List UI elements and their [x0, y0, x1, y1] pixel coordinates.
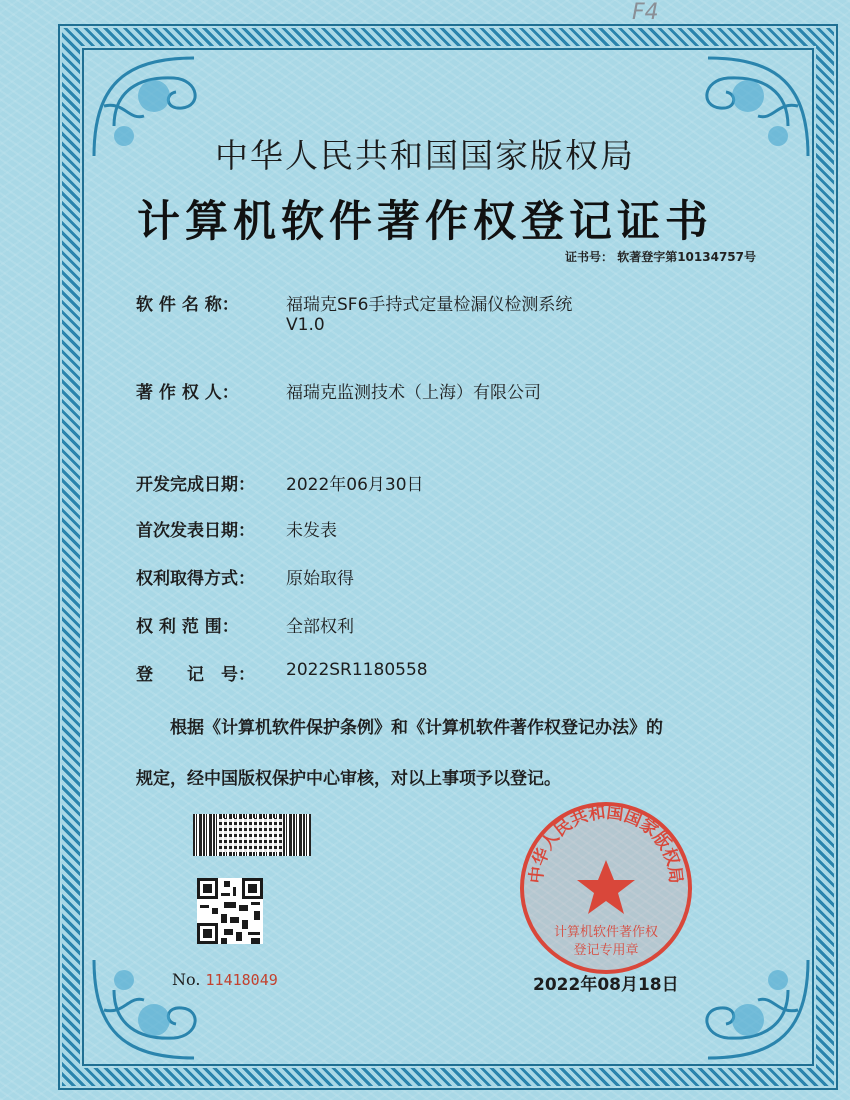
body-paragraph-line1: 根据《计算机软件保护条例》和《计算机软件著作权登记办法》的: [170, 718, 663, 738]
owner-value: 福瑞克监测技术（上海）有限公司: [286, 383, 541, 403]
acquire-method-value: 原始取得: [286, 569, 354, 589]
completion-date-label: 开发完成日期：: [136, 475, 255, 495]
issue-date: 2022年08月18日: [533, 975, 679, 995]
corner-ornament-bottom-left: [84, 950, 234, 1070]
registration-number-value: 2022SR1180558: [286, 660, 428, 680]
serial-prefix: No.: [172, 970, 201, 989]
registration-number-label: 登 记 号：: [136, 665, 255, 685]
certificate-number: 证书号： 软著登字第10134757号: [565, 250, 756, 264]
certificate-title: 计算机软件著作权登记证书: [137, 197, 713, 247]
rights-scope-row: [136, 612, 354, 637]
completion-date-row: [136, 470, 424, 495]
acquire-method-row: [136, 564, 354, 589]
registration-number-row: [136, 660, 428, 685]
software-name-value: [286, 290, 572, 335]
acquire-method-label: 权利取得方式：: [136, 569, 255, 589]
publish-date-value: 未发表: [286, 521, 337, 541]
owner-row: [136, 378, 541, 403]
publish-date-label: 首次发表日期：: [136, 521, 255, 541]
software-name-line1: 福瑞克SF6手持式定量检漏仪检测系统: [286, 295, 573, 315]
qr-code: [197, 878, 263, 944]
rights-scope-value: 全部权利: [286, 617, 354, 637]
serial-value: 11418049: [205, 971, 278, 989]
completion-date-value: 2022年06月30日: [286, 475, 424, 495]
software-name-label: 软 件 名 称：: [136, 295, 239, 315]
software-name-line2: V1.0: [286, 315, 325, 335]
owner-label: 著 作 权 人：: [136, 383, 239, 403]
software-name-row: [136, 290, 572, 335]
seal-line1: 计算机软件著作权: [553, 925, 659, 940]
barcode: [193, 814, 311, 856]
publish-date-row: [136, 516, 337, 541]
rights-scope-label: 权 利 范 围：: [136, 617, 239, 637]
serial-number: [172, 970, 278, 989]
issuer-title: 中华人民共和国国家版权局: [215, 136, 635, 175]
body-paragraph-line2: 规定，经中国版权保护中心审核，对以上事项予以登记。: [136, 769, 561, 789]
seal-line2: 登记专用章: [573, 943, 639, 958]
official-seal: [516, 798, 696, 978]
seal-ring-text: 中华人民共和国国家版权局: [526, 802, 686, 885]
handwritten-mark: F4: [632, 0, 659, 25]
